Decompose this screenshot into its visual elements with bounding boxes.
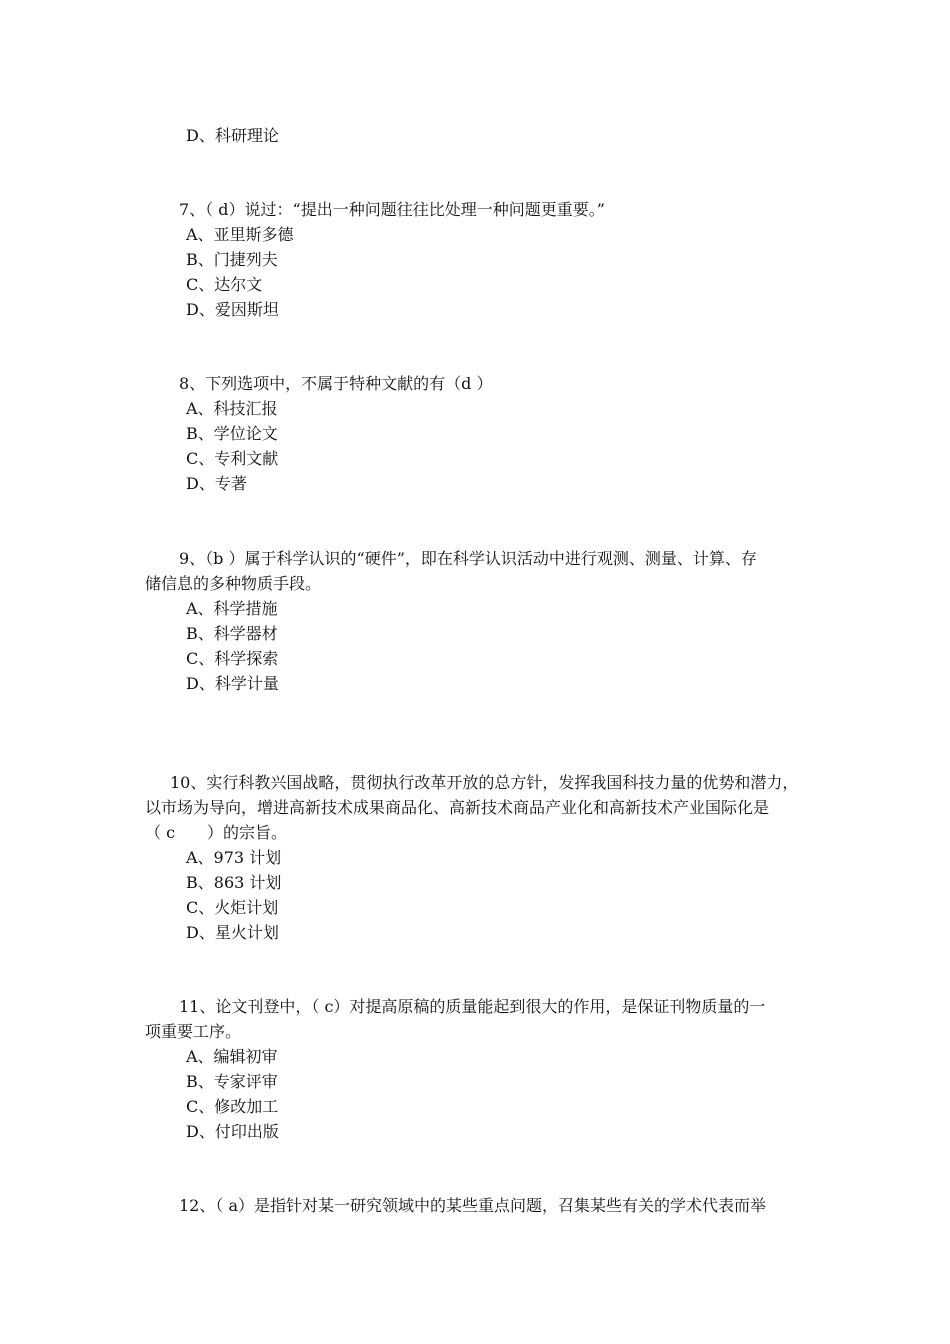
q10-option-d: D、星火计划 — [186, 923, 279, 942]
q7-stem: 7、（ d）说过：“提出一种问题往往比处理一种问题更重要。” — [179, 200, 605, 219]
q7-option-a: A、亚里斯多德 — [186, 225, 294, 244]
q11-option-c: C、修改加工 — [186, 1097, 279, 1116]
q11-option-a: A、编辑初审 — [186, 1047, 278, 1066]
q7-option-b: B、门捷列夫 — [186, 250, 278, 269]
q11-option-d: D、付印出版 — [186, 1122, 279, 1141]
q10-stem-line2: 以市场为导向，增进高新技术成果商品化、高新技术商品产业化和高新技术产业国际化是 — [145, 798, 770, 817]
q8-stem: 8、下列选项中，不属于特种文献的有（d ） — [179, 374, 493, 393]
q8-option-b: B、学位论文 — [186, 424, 278, 443]
q7-option-c: C、达尔文 — [186, 275, 263, 294]
q10-stem-line1: 10、实行科教兴国战略，贯彻执行改革开放的总方针，发挥我国科技力量的优势和潜力， — [170, 773, 799, 792]
q7-option-d: D、爱因斯坦 — [186, 300, 279, 319]
q11-option-b: B、专家评审 — [186, 1072, 278, 1091]
q10-stem-line3: （ c ）的宗旨。 — [145, 823, 288, 842]
q8-option-c: C、专利文献 — [186, 449, 279, 468]
q8-option-a: A、科技汇报 — [186, 399, 278, 418]
q10-option-c: C、火炬计划 — [186, 898, 279, 917]
q9-option-c: C、科学探索 — [186, 649, 279, 668]
q9-option-b: B、科学器材 — [186, 624, 278, 643]
q10-option-b: B、863 计划 — [186, 873, 282, 892]
q9-option-d: D、科学计量 — [186, 674, 279, 693]
q9-option-a: A、科学措施 — [186, 599, 278, 618]
q10-option-a: A、973 计划 — [186, 848, 282, 867]
q11-stem-line2: 项重要工序。 — [145, 1022, 242, 1041]
q8-option-d: D、专著 — [186, 474, 247, 493]
q11-stem-line1: 11、论文刊登中，（ c）对提高原稿的质量能起到很大的作用，是保证刊物质量的一 — [179, 997, 766, 1016]
q9-stem-line1: 9、（b ）属于科学认识的“硬件”，即在科学认识活动中进行观测、测量、计算、存 — [179, 549, 757, 568]
q12-stem-line1: 12、（ a）是指针对某一研究领域中的某些重点问题，召集某些有关的学术代表而举 — [179, 1196, 766, 1215]
q6-option-d: D、科研理论 — [186, 126, 279, 145]
q9-stem-line2: 储信息的多种物质手段。 — [145, 574, 322, 593]
